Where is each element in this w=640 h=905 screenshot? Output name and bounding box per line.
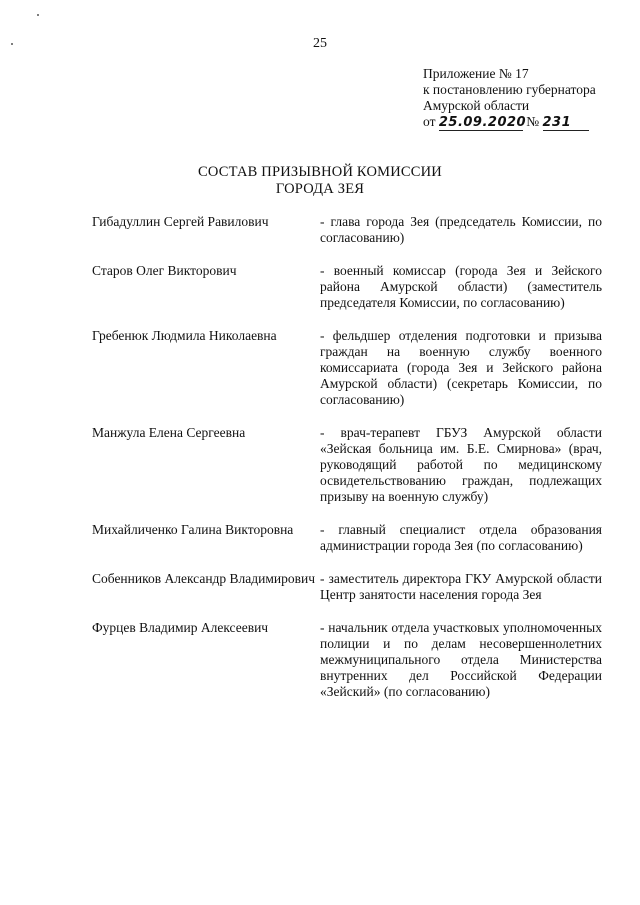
member-role: - фельдшер отделения подготовки и призыва граждан на военную службу военного комиссариата (города Зея и Зейского района Амурской области) (секретарь Комиссии, по согласованию) [320, 328, 602, 407]
annex-region: Амурской области [423, 98, 530, 113]
member-name: Собенников Александр Владимирович [92, 571, 316, 586]
member-name: Манжула Елена Сергеевна [92, 425, 246, 440]
date-prefix: от [423, 114, 436, 129]
member-role: - начальник отдела участковых уполномоченных полиции и по делам несовершеннолетних межмуниципального отдела Министерства внутренних дел Российской Федерации «Зейский» (по согласованию) [320, 620, 602, 699]
member-name: Гребенюк Людмила Николаевна [92, 328, 277, 343]
commission-roster [92, 214, 612, 717]
member-row [92, 522, 612, 554]
page-number: 25 [313, 36, 327, 51]
member-role: - врач-терапевт ГБУЗ Амурской области «Зейская больница им. Б.Е. Смирнова» (врач, руководящий работой по медицинскому освидетельствованию граждан, подлежащих призыву на военную службу) [320, 425, 602, 504]
member-name: Старов Олег Викторович [92, 263, 237, 278]
annex-block [423, 66, 623, 131]
handwritten-date: 25.09.2020 [438, 115, 527, 130]
annex-decree: к постановлению губернатора [423, 82, 596, 97]
member-name: Михайличенко Галина Викторовна [92, 522, 294, 537]
document-title [0, 164, 640, 198]
scan-speck [37, 14, 39, 16]
member-row [92, 571, 612, 603]
title-line-1: СОСТАВ ПРИЗЫВНОЙ КОМИССИИ [198, 164, 442, 180]
member-name: Гибадуллин Сергей Равилович [92, 214, 269, 229]
member-role: - военный комиссар (города Зея и Зейского района Амурской области) (заместитель председателя Комиссии, по согласованию) [320, 263, 602, 310]
member-row [92, 214, 612, 246]
member-role: - главный специалист отдела образования администрации города Зея (по согласованию) [320, 522, 602, 553]
handwritten-number: 231 [543, 116, 589, 131]
member-role: - заместитель директора ГКУ Амурской области Центр занятости населения города Зея [320, 571, 602, 602]
number-prefix: № [526, 114, 540, 129]
member-row [92, 620, 612, 700]
member-row [92, 425, 612, 505]
member-name: Фурцев Владимир Алексеевич [92, 620, 269, 635]
member-row [92, 328, 612, 408]
title-line-2: ГОРОДА ЗЕЯ [275, 181, 365, 197]
annex-date-line [423, 114, 623, 131]
member-row [92, 263, 612, 311]
member-role: - глава города Зея (председатель Комиссии, по согласованию) [320, 214, 602, 245]
annex-title: Приложение № 17 [423, 66, 529, 81]
